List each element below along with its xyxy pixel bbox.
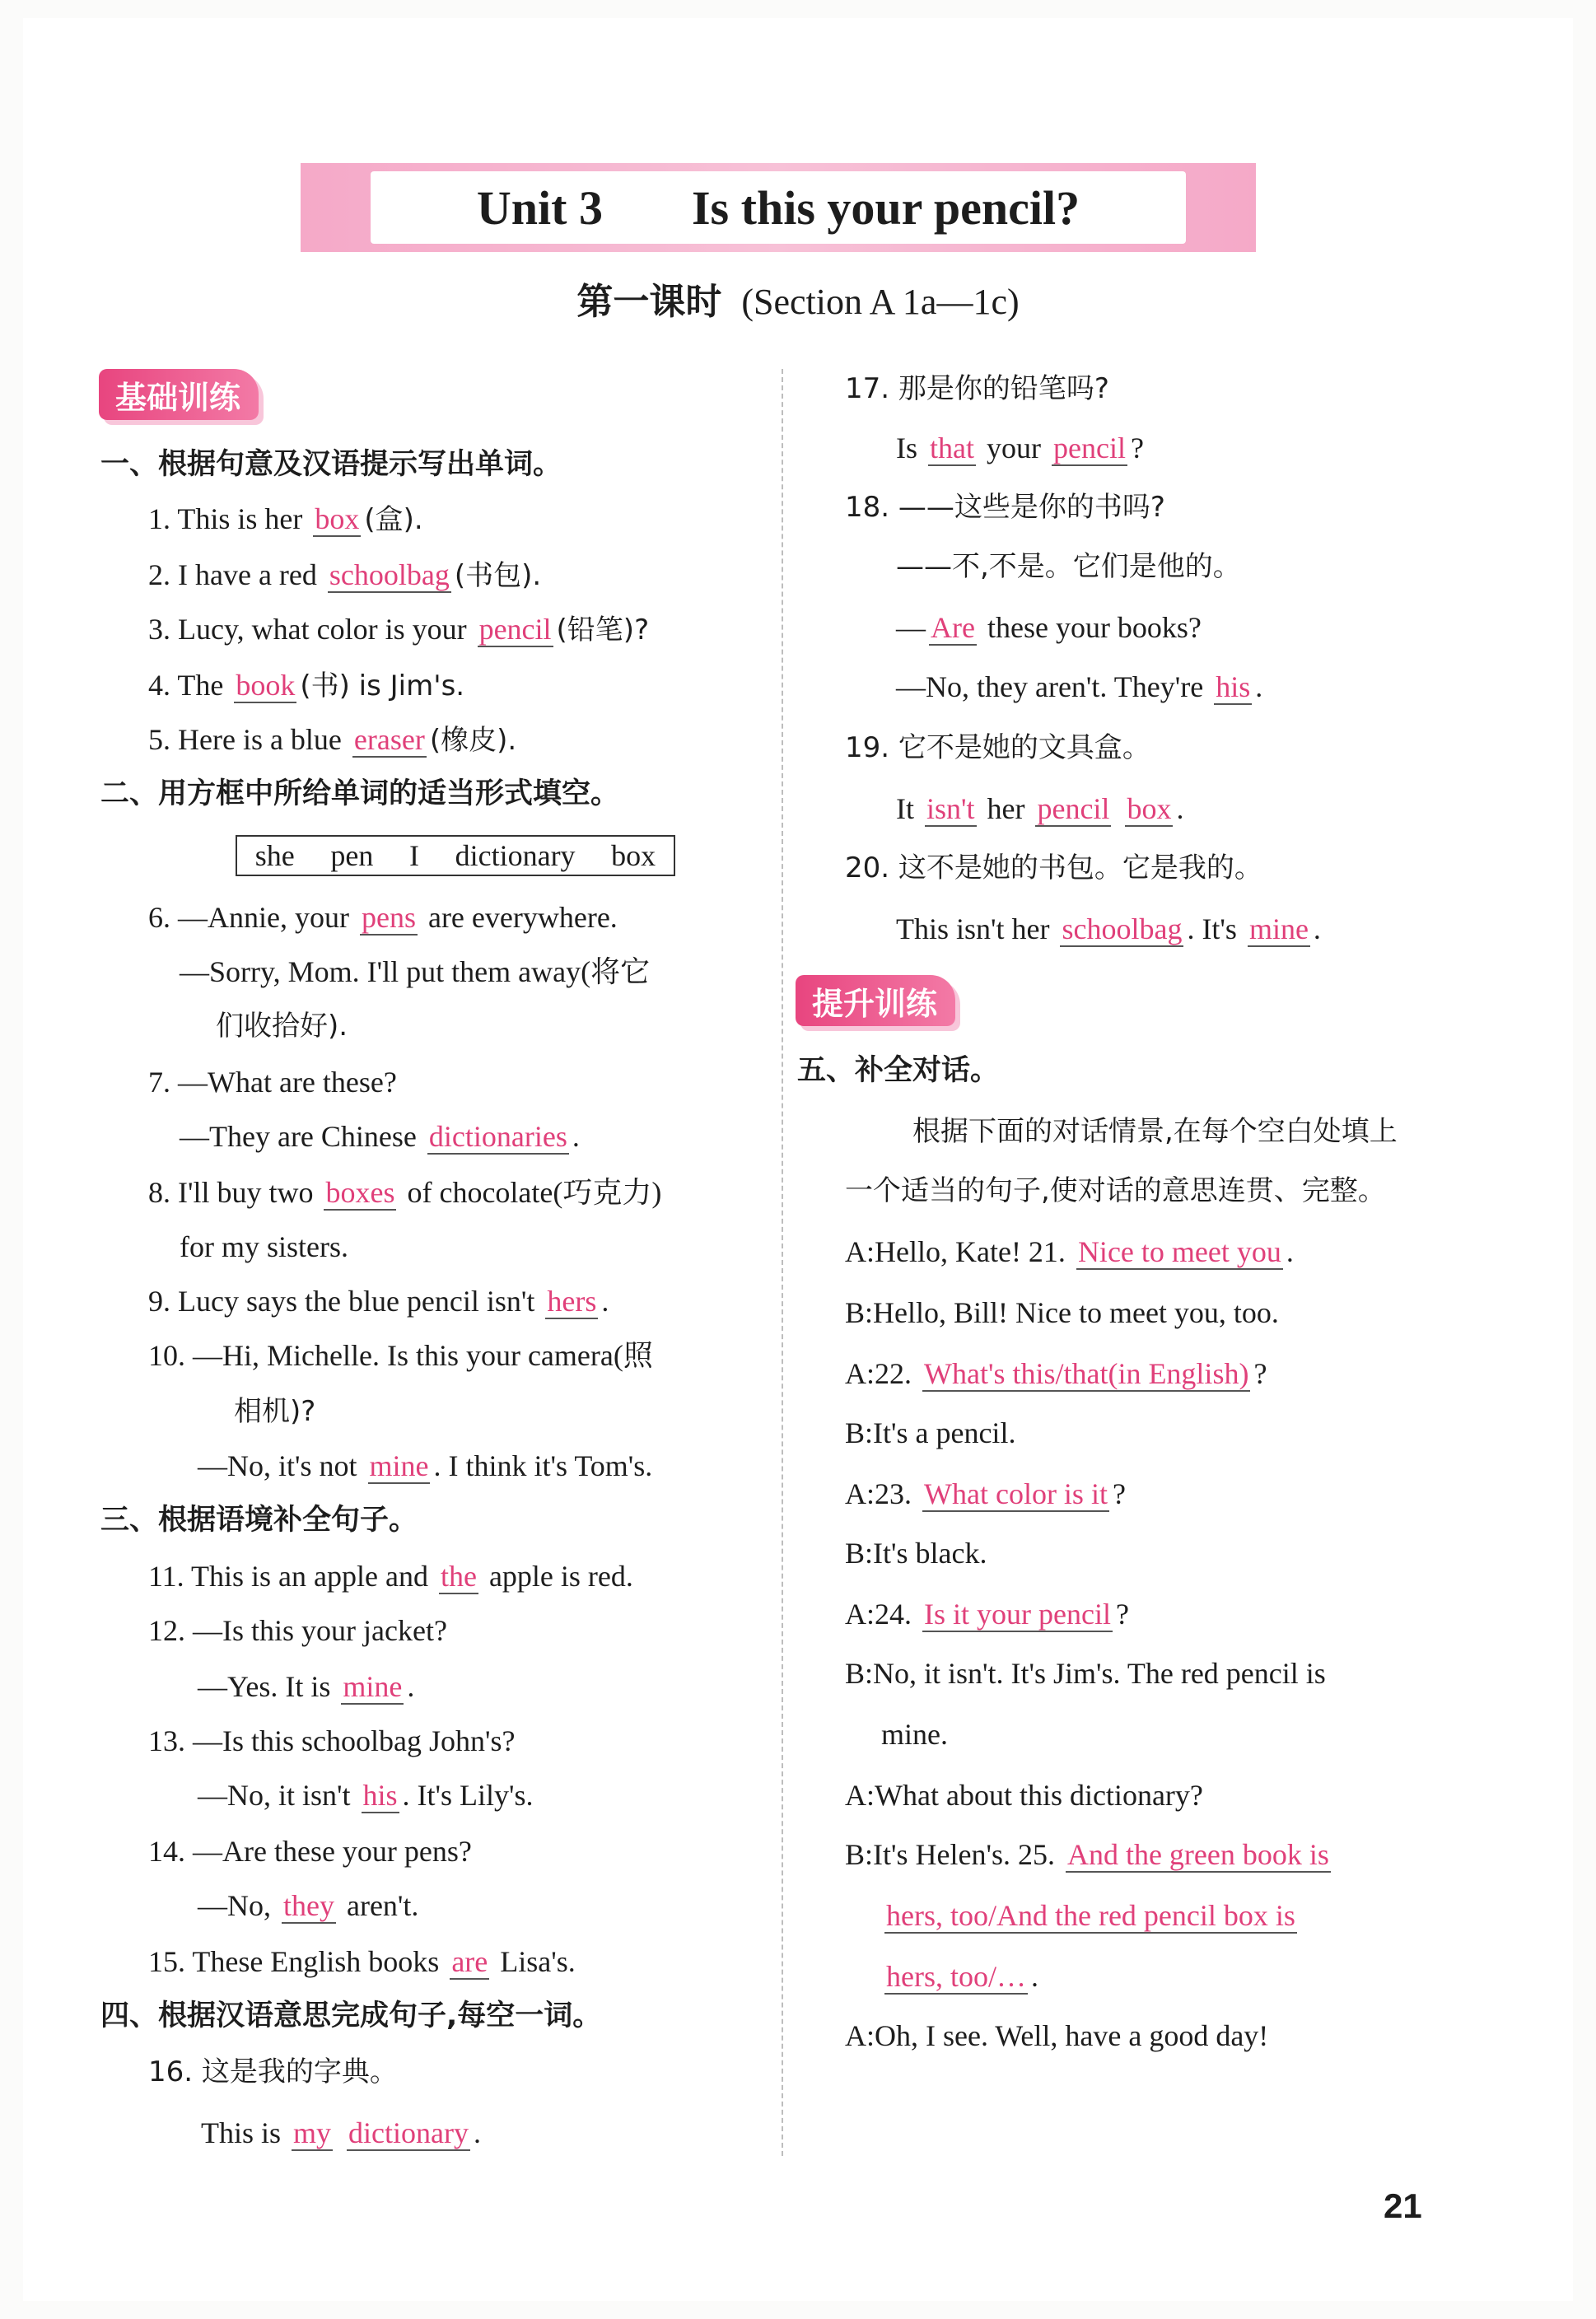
question-17: 17. 那是你的铅笔吗? [845,372,1109,405]
lesson-section: (Section A 1a—1c) [741,282,1020,322]
answer-4: book [236,669,296,702]
answer-25-part-2: hers, too/And the red pencil box is [886,1899,1295,1932]
answer-15: are [451,1945,488,1978]
dialog-line-b4: B:No, it isn't. It's Jim's. The red pencil is [845,1657,1326,1690]
answer-19-b: pencil [1037,792,1110,825]
question-2: 2. I have a red schoolbag (书包). [148,558,542,592]
question-9: 9. Lucy says the blue pencil isn't hers . [148,1285,609,1318]
question-3: 3. Lucy, what color is your pencil (铅笔)? [148,613,650,646]
answer-7: dictionaries [428,1120,567,1153]
heading-section-3: 三、根据语境补全句子。 [100,1504,418,1537]
dialog-line-25-cont [881,1896,1300,1935]
dialog-line-25-end: hers, too/… . [886,1960,1038,1993]
answer-20-a: schoolbag [1062,912,1183,945]
answer-1: box [315,502,360,535]
question-7: 7. —What are these? [148,1066,397,1099]
word-box-item: box [611,839,656,872]
dialog-intro-1: 根据下面的对话情景,在每个空白处填上 [912,1115,1398,1148]
dialog-line-b1: B:Hello, Bill! Nice to meet you, too. [845,1296,1279,1329]
answer-23: What color is it [924,1477,1108,1510]
page-title [371,171,1186,244]
answer-2: schoolbag [329,558,450,591]
question-18-line-1: — Are these your books? [896,611,1202,644]
question-6: 6. —Annie, your pens are everywhere. [148,901,618,934]
answer-19-c: box [1127,792,1172,825]
unit-label: Unit 3 [476,180,603,235]
answer-18-a: Are [931,611,975,644]
answer-16-a: my [293,2116,332,2149]
question-12-reply: —Yes. It is mine . [198,1670,415,1703]
answer-6: pens [361,901,416,934]
question-18: 18. ——这些是你的书吗? [845,491,1165,524]
answer-20-b: mine [1248,912,1309,945]
question-4: 4. The book (书) is Jim's. [148,669,465,702]
question-18-cn-reply: ——不,不是。它们是他的。 [896,550,1241,583]
answer-14: they [283,1889,334,1922]
question-20-answer-line: This isn't her schoolbag . It's mine . [896,912,1321,945]
dialog-line-23: A:23. What color is it ? [845,1477,1126,1510]
answer-21: Nice to meet you [1077,1235,1281,1268]
answer-18-b: his [1216,670,1251,703]
word-box-item: she [254,839,295,872]
question-10-cont: 相机)? [234,1395,316,1428]
question-14: 14. —Are these your pens? [148,1835,472,1868]
question-6-cont: 们收拾好). [216,1010,348,1043]
dialog-line-b2: B:It's a pencil. [845,1416,1016,1449]
dialog-line-25: B:It's Helen's. 25. And the green book is [845,1838,1329,1871]
dialog-line-22: A:22. What's this/that(in English) ? [845,1357,1267,1390]
heading-section-5: 五、补全对话。 [797,1054,1000,1087]
word-box-item: I [409,839,419,872]
question-18-line-2: —No, they aren't. They're his . [896,670,1263,703]
badge-advanced-training: 提升训练 [796,975,955,1026]
dialog-line-a5: A:What about this dictionary? [845,1779,1203,1812]
word-box-item: dictionary [455,839,576,872]
answer-11: the [440,1560,477,1593]
column-divider [782,369,783,2156]
question-10: 10. —Hi, Michelle. Is this your camera(照 [148,1339,653,1372]
heading-section-2: 二、用方框中所给单词的适当形式填空。 [100,777,620,810]
title-banner [301,163,1256,252]
heading-section-1: 一、根据句意及汉语提示写出单词。 [100,448,562,481]
answer-12: mine [343,1670,403,1703]
dialog-line-a6: A:Oh, I see. Well, have a good day! [845,2019,1269,2052]
answer-5: eraser [353,723,425,756]
question-8-cont: for my sisters. [180,1230,348,1263]
word-box [236,835,675,876]
badge-basic-training: 基础训练 [99,369,259,420]
question-19: 19. 它不是她的文具盒。 [845,731,1150,764]
question-5: 5. Here is a blue eraser (橡皮). [148,723,517,757]
dialog-line-24: A:24. Is it your pencil ? [845,1598,1129,1631]
page-number: 21 [1384,2186,1422,2225]
question-8: 8. I'll buy two boxes of chocolate(巧克力) [148,1176,662,1209]
answer-10: mine [369,1449,429,1482]
answer-13: his [362,1779,398,1812]
answer-9: hers [547,1285,597,1318]
answer-3: pencil [478,613,552,646]
question-16-answer-line: This is my dictionary . [201,2116,481,2149]
lesson-cn: 第一课时 [576,281,722,323]
unit-title: Is this your pencil? [691,180,1080,235]
question-10-reply: —No, it's not mine . I think it's Tom's. [198,1449,653,1482]
answer-22: What's this/that(in English) [924,1357,1249,1390]
question-17-answer-line: Is that your pencil ? [896,432,1144,464]
question-12: 12. —Is this your jacket? [148,1614,447,1647]
answer-25-part-1: And the green book is [1066,1838,1329,1871]
dialog-line-21: A:Hello, Kate! 21. Nice to meet you . [845,1235,1294,1268]
answer-17-a: that [930,432,974,464]
question-6-reply: —Sorry, Mom. I'll put them away(将它 [180,955,651,988]
question-16: 16. 这是我的字典。 [148,2055,398,2088]
question-7-reply: —They are Chinese dictionaries . [180,1120,580,1153]
question-14-reply: —No, they aren't. [198,1889,419,1922]
question-11: 11. This is an apple and the apple is red. [148,1560,633,1593]
dialog-intro-2: 一个适当的句子,使对话的意思连贯、完整。 [845,1174,1386,1207]
answer-16-b: dictionary [348,2116,469,2149]
answer-25-part-3: hers, too/… [886,1960,1026,1993]
question-13: 13. —Is this schoolbag John's? [148,1724,516,1757]
question-19-answer-line: It isn't her pencil box . [896,792,1184,825]
question-1: 1. This is her box (盒). [148,502,423,536]
question-20: 20. 这不是她的书包。它是我的。 [845,852,1262,884]
question-13-reply: —No, it isn't his . It's Lily's. [198,1779,534,1812]
answer-17-b: pencil [1052,432,1126,464]
lesson-subtitle [0,272,1596,324]
answer-8: boxes [325,1176,395,1209]
question-15: 15. These English books are Lisa's. [148,1945,576,1978]
dialog-line-b3: B:It's black. [845,1537,987,1570]
answer-19-a: isn't [926,792,975,825]
answer-24: Is it your pencil [924,1598,1111,1631]
dialog-line-b4-cont: mine. [881,1718,948,1751]
heading-section-4: 四、根据汉语意思完成句子,每空一词。 [100,1999,602,2032]
word-box-item: pen [330,839,374,872]
